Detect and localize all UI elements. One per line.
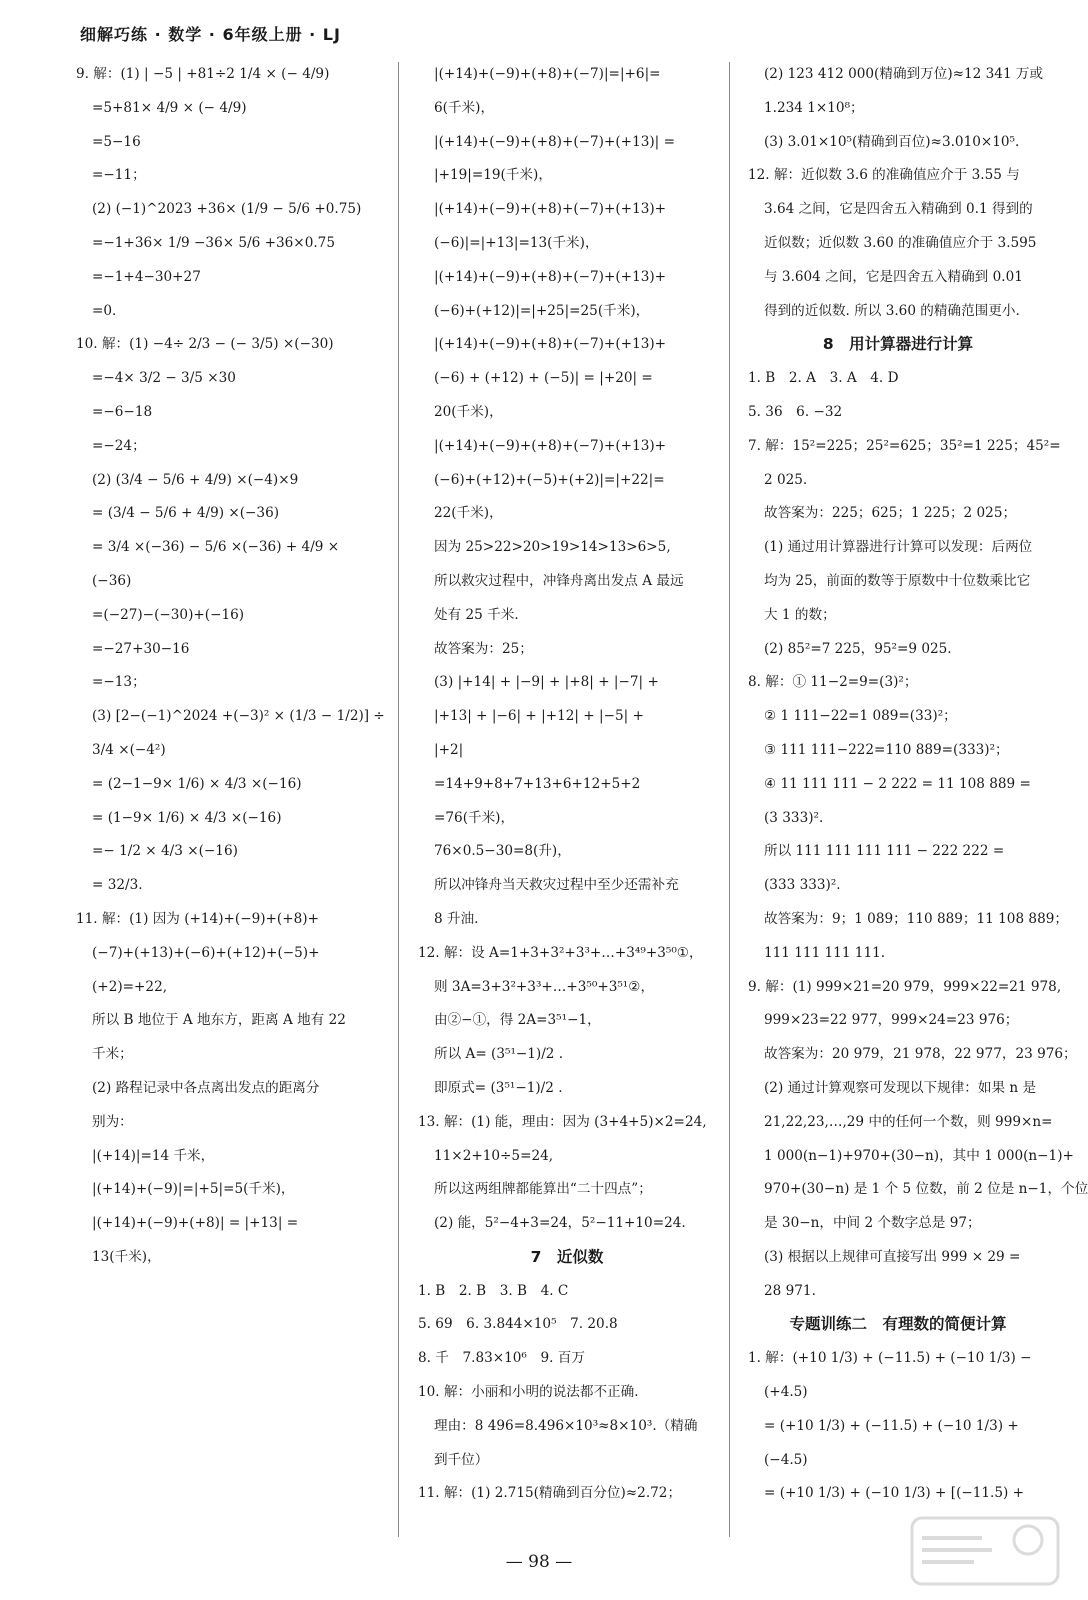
column-divider-right <box>729 62 730 1537</box>
answer-line: =−6−18 <box>92 403 153 420</box>
answer-line: 即原式= (3⁵¹−1)/2 . <box>434 1079 563 1096</box>
answer-line: 13(千米)， <box>92 1248 161 1265</box>
answer-line: 由②−①，得 2A=3⁵¹−1， <box>434 1012 601 1029</box>
answer-line: 7. 解：15²=225；25²=625；35²=1 225；45²= <box>748 437 1061 454</box>
answer-line: 11. 解：(1) 因为 (+14)+(−9)+(+8)+ <box>76 910 319 927</box>
answer-line: |(+14)+(−9)+(+8)+(−7)+(+13)+ <box>434 201 667 218</box>
answer-line: (2) (−1)^2023 +36× (1/9 − 5/6 +0.75) <box>92 201 362 218</box>
answer-line: 11×2+10÷5=24, <box>434 1147 554 1164</box>
answer-line: (2) (3/4 − 5/6 + 4/9) ×(−4)×9 <box>92 471 299 488</box>
answer-line: =(−27)−(−30)+(−16) <box>92 606 245 623</box>
section-heading: 7 近似数 <box>530 1247 604 1266</box>
answer-line: 8 升油. <box>434 910 479 927</box>
answer-line: 到千位） <box>434 1451 489 1468</box>
answer-line: = 32/3. <box>92 877 143 894</box>
answer-line: 所以 111 111 111 111 − 222 222 = <box>764 843 1005 860</box>
answer-line: =−11； <box>92 167 146 184</box>
answer-line: |+19|=19(千米)， <box>434 167 552 184</box>
answer-line: 则 3A=3+3²+3³+…+3⁵⁰+3⁵¹②， <box>434 978 655 995</box>
answer-line: 所以 A= (3⁵¹−1)/2 . <box>434 1046 564 1063</box>
answer-line: = (+10 1/3) + (−11.5) + (−10 1/3) + <box>764 1417 1019 1434</box>
answer-line: (3) |+14| + |−9| + |+8| + |−7| + <box>434 674 659 691</box>
answer-line: |+2| <box>434 741 464 758</box>
answer-line: 6(千米)， <box>434 99 495 116</box>
answer-line: 得到的近似数. 所以 3.60 的精确范围更小. <box>764 302 1020 319</box>
answer-line: (−6)|=|+13|=13(千米)， <box>434 234 599 251</box>
answer-line: =−1+36× 1/9 −36× 5/6 +36×0.75 <box>92 234 335 251</box>
answer-line: 76×0.5−30=8(升)， <box>434 843 571 860</box>
answer-line: (−6) + (+12) + (−5)| = |+20| = <box>434 370 653 387</box>
answer-line: (2) 123 412 000(精确到万位)≈12 341 万或 <box>764 66 1044 82</box>
answer-line: =− 1/2 × 4/3 ×(−16) <box>92 843 238 860</box>
section-heading: 8 用计算器进行计算 <box>822 335 974 354</box>
answer-line: 28 971. <box>764 1282 816 1299</box>
column-left <box>76 58 385 1548</box>
answer-line: |(+14)+(−9)|=|+5|=5(千米)， <box>92 1181 295 1198</box>
answer-line: 9. 解：(1) 999×21=20 979，999×22=21 978, <box>748 978 1062 995</box>
answer-line: 13. 解：(1) 能，理由：因为 (3+4+5)×2=24, <box>418 1113 707 1130</box>
answer-line: =0. <box>92 302 117 319</box>
answer-line: = 3/4 ×(−36) − 5/6 ×(−36) + 4/9 × <box>92 539 340 556</box>
answer-line: = (1−9× 1/6) × 4/3 ×(−16) <box>92 809 282 826</box>
answer-line: (2) 能，5²−4+3=24，5²−11+10=24. <box>434 1215 686 1232</box>
answer-line: =5+81× 4/9 × (− 4/9) <box>92 99 247 116</box>
answer-line: (3) 根据以上规律可直接写出 999 × 29 = <box>764 1248 1021 1265</box>
answer-line: |(+14)+(−9)+(+8)+(−7)+(+13)| = <box>434 133 675 150</box>
answer-line: (3) [2−(−1)^2024 +(−3)² × (1/3 − 1/2)] ÷ <box>92 708 385 725</box>
answer-line: 理由：8 496=8.496×10³≈8×10³.（精确 <box>434 1417 698 1434</box>
answer-line: 21,22,23,…,29 中的任何一个数，则 999×n= <box>764 1113 1053 1130</box>
answer-line: |(+14)+(−9)+(+8)| = |+13| = <box>92 1215 299 1232</box>
answer-line: 3.64 之间，它是四舍五入精确到 0.1 得到的 <box>764 201 1033 218</box>
answer-line: =−4× 3/2 − 3/5 ×30 <box>92 370 236 387</box>
column-right <box>748 58 1088 1548</box>
answer-line: =5−16 <box>92 133 141 150</box>
answer-line: 所以冲锋舟当天救灾过程中至少还需补充 <box>434 877 679 894</box>
answer-line: (3 333)². <box>764 809 824 826</box>
column-divider-left <box>398 62 399 1537</box>
answer-line: (+4.5) <box>764 1384 808 1401</box>
answer-line: 20(千米)， <box>434 403 503 420</box>
answer-line: 别为： <box>92 1113 133 1130</box>
answer-line: 2 025. <box>764 471 808 488</box>
page-number: — 98 — <box>505 1552 573 1572</box>
answer-line: 大 1 的数； <box>764 606 836 623</box>
answer-line: 970+(30−n) 是 1 个 5 位数，前 2 位是 n−1，个位 <box>764 1181 1088 1198</box>
answer-line: (+2)=+22, <box>92 978 168 995</box>
answer-line: |+13| + |−6| + |+12| + |−5| + <box>434 708 644 725</box>
answer-line: (−7)+(+13)+(−6)+(+12)+(−5)+ <box>92 944 320 961</box>
answer-line: 近似数；近似数 3.60 的准确值应介于 3.595 <box>764 234 1037 251</box>
answer-line: 12. 解：近似数 3.6 的准确值应介于 3.55 与 <box>748 167 1020 184</box>
answer-line: 与 3.604 之间，它是四舍五入精确到 0.01 <box>764 268 1023 285</box>
answer-line: (−6)+(+12)|=|+25|=25(千米)， <box>434 302 650 319</box>
answer-line: 千米； <box>92 1046 133 1063</box>
answer-line: |(+14)+(−9)+(+8)+(−7)+(+13)+ <box>434 437 667 454</box>
answer-line: =76(千米)， <box>434 809 515 826</box>
answer-line: (2) 85²=7 225，95²=9 025. <box>764 640 952 657</box>
answer-line: =−27+30−16 <box>92 640 190 657</box>
answer-line: 1. 解：(+10 1/3) + (−11.5) + (−10 1/3) − <box>748 1350 1032 1367</box>
answer-line: 111 111 111 111. <box>764 944 886 961</box>
answer-line: (1) 通过用计算器进行计算可以发现：后两位 <box>764 539 1033 556</box>
answer-line: =14+9+8+7+13+6+12+5+2 <box>434 775 641 792</box>
answer-line: (333 333)². <box>764 877 841 894</box>
answer-line: 所以救灾过程中，冲锋舟离出发点 A 最远 <box>434 572 684 589</box>
answer-line: (−6)+(+12)+(−5)+(+2)|=|+22|= <box>434 471 665 488</box>
answer-line: ② 1 111−22=1 089=(33)²； <box>764 708 957 725</box>
answer-line: |(+14)+(−9)+(+8)+(−7)+(+13)+ <box>434 336 667 353</box>
section-heading: 专题训练二 有理数的简便计算 <box>789 1315 1007 1334</box>
answer-line: 3/4 ×(−4²) <box>92 741 166 758</box>
answer-line: 因为 25>22>20>19>14>13>6>5, <box>434 539 671 556</box>
answer-line: 故答案为：25； <box>434 640 533 657</box>
answer-line: |(+14)|=14 千米， <box>92 1147 215 1164</box>
answer-line: 故答案为：20 979，21 978，22 977，23 976； <box>764 1046 1077 1063</box>
answer-line: 处有 25 千米. <box>434 606 519 623</box>
answer-line: 1. B 2. B 3. B 4. C <box>418 1282 569 1299</box>
answer-line: (−36) <box>92 572 132 589</box>
answer-line: (2) 通过计算观察可发现以下规律：如果 n 是 <box>764 1079 1037 1096</box>
answer-line: 1.234 1×10⁸； <box>764 99 864 116</box>
answer-line: (3) 3.01×10⁵(精确到百位)≈3.010×10⁵. <box>764 133 1020 150</box>
answer-line: 故答案为：9；1 089；110 889；11 108 889； <box>764 910 1068 927</box>
answer-line: |(+14)+(−9)+(+8)+(−7)|=|+6|= <box>434 66 661 82</box>
answer-line: =−24； <box>92 437 146 454</box>
watermark-logo-icon <box>910 1516 1060 1586</box>
answer-line: ③ 111 111−222=110 889=(333)²； <box>764 741 1009 758</box>
answer-line: |(+14)+(−9)+(+8)+(−7)+(+13)+ <box>434 268 667 285</box>
answer-line: 1 000(n−1)+970+(30−n)，其中 1 000(n−1)+ <box>764 1147 1074 1164</box>
answer-line: 22(千米)， <box>434 505 503 522</box>
answer-line: 8. 千 7.83×10⁶ 9. 百万 <box>418 1350 585 1367</box>
answer-line: 10. 解：(1) −4÷ 2/3 − (− 3/5) ×(−30) <box>76 336 334 353</box>
column-middle <box>418 58 716 1548</box>
answer-line: 所以这两组牌都能算出“二十四点”； <box>434 1181 652 1198</box>
running-header: 细解巧练 · 数学 · 6年级上册 · LJ <box>80 25 341 44</box>
answer-line: 8. 解：① 11−2=9=(3)²； <box>748 674 918 691</box>
answer-line: 999×23=22 977，999×24=23 976； <box>764 1012 1019 1029</box>
answer-line: 5. 69 6. 3.844×10⁵ 7. 20.8 <box>418 1316 618 1333</box>
answer-line: = (+10 1/3) + (−10 1/3) + [(−11.5) + <box>764 1485 1025 1502</box>
answer-line: 9. 解：(1) | −5 | +81÷2 1/4 × (− 4/9) <box>76 66 330 82</box>
answer-line: 是 30−n，中间 2 个数字总是 97； <box>764 1215 981 1232</box>
answer-line: 10. 解：小丽和小明的说法都不正确. <box>418 1384 639 1401</box>
answer-line: 11. 解：(1) 2.715(精确到百分位)≈2.72； <box>418 1485 682 1502</box>
answer-line: =−13； <box>92 674 146 691</box>
answer-line: 所以 B 地位于 A 地东方，距离 A 地有 22 <box>92 1012 346 1029</box>
answer-line: =−1+4−30+27 <box>92 268 201 285</box>
answer-line: = (3/4 − 5/6 + 4/9) ×(−36) <box>92 505 280 522</box>
answer-line: ④ 11 111 111 − 2 222 = 11 108 889 = <box>764 775 1031 792</box>
answer-line: 12. 解：设 A=1+3+3²+3³+…+3⁴⁹+3⁵⁰①， <box>418 944 703 961</box>
answer-line: = (2−1−9× 1/6) × 4/3 ×(−16) <box>92 775 302 792</box>
answer-line: 故答案为：225；625；1 225；2 025； <box>764 505 1017 522</box>
answer-line: 均为 25，前面的数等于原数中十位数乘比它 <box>764 572 1031 589</box>
answer-line: (−4.5) <box>764 1451 808 1468</box>
answer-line: 1. B 2. A 3. A 4. D <box>748 370 899 387</box>
answer-line: 5. 36 6. −32 <box>748 403 843 420</box>
answer-line: (2) 路程记录中各点离出发点的距离分 <box>92 1079 320 1096</box>
